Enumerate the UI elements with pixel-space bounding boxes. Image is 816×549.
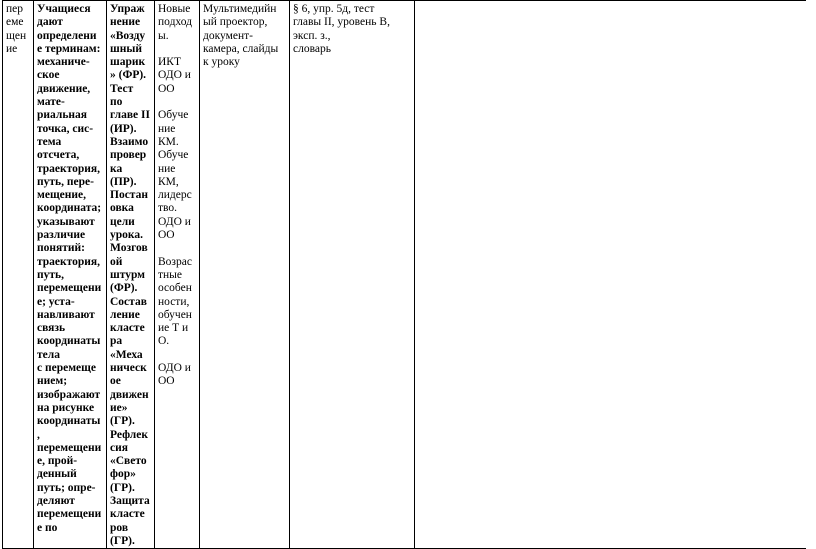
cell-topic-fragment: пер еме щен ие [3,1,34,549]
cell-empty [415,1,807,549]
cell-approaches: Новые подход ы. ИКТ ОДО и ОО Обуче ние КМ. Обуче ние КМ, лидерс тво. ОДО и ОО Возрас тные особен ности, обучен ие Т и О. ОДО и ОО [155,1,200,549]
cell-student-activities: Учащиеся дают определени е терминам: механиче- ское движение, мате- риальная точка, сис- тема отсчета, траектория, путь, пере- мещение, координата; указывают различие понятий: траектория, путь, перемещени е; уста- навливают связь координаты тела с перемеще нием; изображают на рисунке координаты , перемещени е, прой- денный путь; опре- деляют перемещени е по [34,1,107,549]
cell-homework: § 6, упр. 5д, тест главы II, уровень В, эксп. з., словарь [290,1,415,549]
table-row [3,1,807,549]
lesson-plan-table [2,0,806,549]
cell-lesson-activities: Упраж нение «Возду шный шарик » (ФР). Тест по главе II (ИР). Взаимо провер ка (ПР). Постан овка цели урока. Мозгов ой штурм (ФР). Состав ление класте ра «Меха ническ ое движен ие» (ГР). Рефлек сия «Свето фор» (ГР). Защита класте ров (ГР). [107,1,155,549]
cell-resources: Мультимедийн ый проектор, документ- камера, слайды к уроку [200,1,290,549]
